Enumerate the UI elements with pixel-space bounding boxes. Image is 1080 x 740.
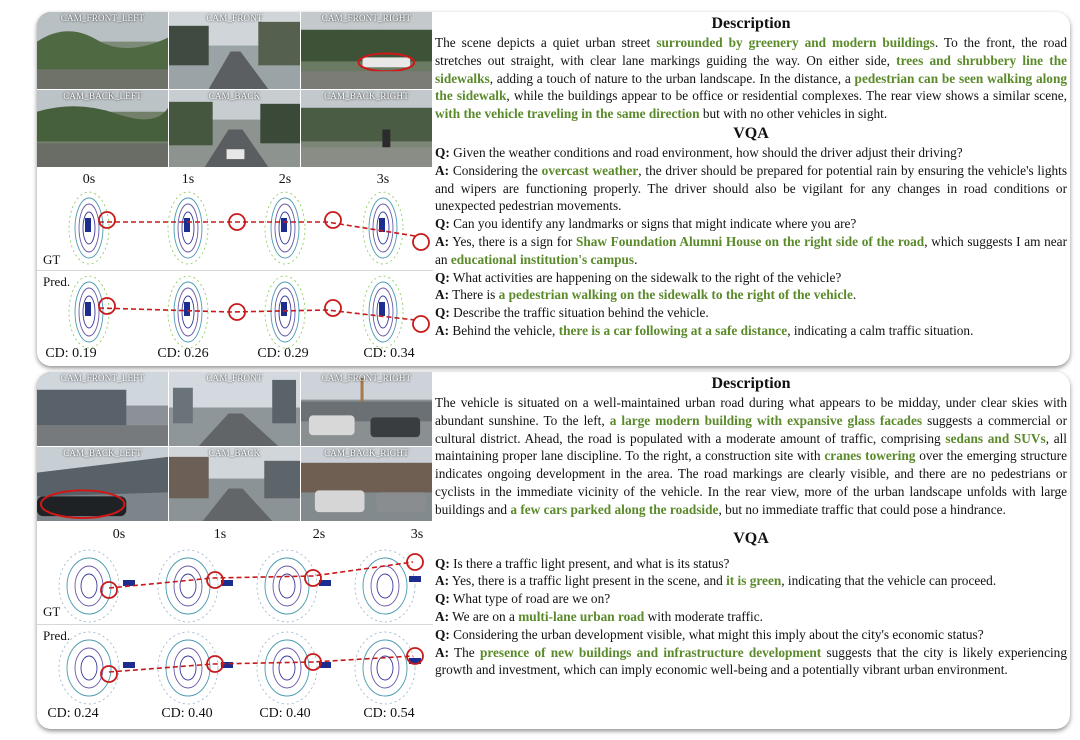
- camera-view-back: [169, 447, 301, 522]
- cd-score: CD: 0.26: [157, 346, 209, 361]
- text-segment: suggests that the city is likely experiencing growth and investment, which can imply economic well-being and a potentially vibrant urban environment.: [435, 644, 1067, 678]
- text-segment: , the driver should be prepared for potential rain by ensuring the vehicle's lights and wipers are functioning properly. The driver should also be vigilant for any changes in road conditions or unexpected pedestrian movements.: [435, 162, 1067, 214]
- highlighted-phrase: cranes towering: [824, 448, 916, 464]
- highlighted-phrase: pedestrian can be seen walking along the sidewalk: [435, 70, 1067, 104]
- text-segment: The vehicle is situated on a well-maintained urban road during what appears to be midday, under clear skies with abundant sunshine. To the left,: [435, 395, 1067, 428]
- text-segment: . To the front, the road stretches out straight, with clear lane markings guiding the way. On either side,: [435, 35, 1067, 68]
- description-heading: Description: [711, 15, 791, 32]
- qa-prefix: Q:: [435, 305, 450, 321]
- text-column: [435, 14, 1067, 366]
- highlighted-phrase: a few cars parked along the roadside: [510, 501, 719, 517]
- text-segment: , indicating that the vehicle can proceed.: [781, 573, 997, 589]
- gt-lidar-patterns: [59, 550, 415, 622]
- text-segment: Considering the urban development visible, what might this imply about the city's economic status?: [449, 626, 984, 642]
- text-segment: , while the buildings appear to be office or residential complexes. The rear view shows a similar scene,: [506, 88, 1067, 104]
- highlighted-phrase: educational institution's campus: [450, 251, 635, 267]
- example-panel-1: [37, 12, 1070, 366]
- gt-trajectory-line: [109, 562, 413, 588]
- camera-view-back-left: [37, 90, 169, 168]
- camera-view-back: [169, 90, 301, 168]
- camera-view-front: [169, 372, 301, 447]
- qa-prefix: Q:: [435, 269, 450, 285]
- vqa-answer: [435, 233, 1067, 269]
- time-label: 2s: [312, 527, 326, 542]
- time-label: 1s: [181, 172, 195, 187]
- vqa-list: [435, 555, 1067, 680]
- pred-trajectory-line: [109, 656, 413, 672]
- description-heading: Description: [711, 375, 791, 392]
- camera-grid: [37, 12, 433, 168]
- highlighted-phrase: with the vehicle traveling in the same direction: [435, 106, 700, 122]
- time-label: 3s: [410, 527, 424, 542]
- description-text: [435, 34, 1067, 123]
- highlighted-phrase: it is green: [726, 573, 782, 589]
- text-segment: Describe the traffic situation behind the vehicle.: [449, 305, 709, 321]
- highlighted-phrase: trees and shrubbery line the sidewalks: [435, 52, 1067, 86]
- time-label: 1s: [213, 527, 227, 542]
- vqa-heading: VQA: [733, 124, 769, 142]
- qa-prefix: A:: [435, 322, 450, 338]
- text-segment: , all maintaining proper lane discipline. To the right, a construction site with: [435, 430, 1067, 464]
- highlighted-phrase: multi-lane urban road: [518, 608, 645, 624]
- camera-label: CAM_BACK_LEFT: [63, 448, 142, 458]
- text-segment: What activities are happening on the sidewalk to the right of the vehicle?: [449, 269, 842, 285]
- pred-target-circles: [101, 648, 423, 682]
- camera-view-back-right: [301, 447, 433, 522]
- gt-trajectory-plot: [37, 186, 433, 270]
- visual-column: [37, 372, 433, 729]
- camera-label: CAM_BACK_RIGHT: [324, 448, 409, 458]
- vqa-question: [435, 590, 1067, 608]
- text-segment: Given the weather conditions and road environment, how should the driver adjust their driving?: [449, 144, 963, 160]
- camera-label: CAM_FRONT_RIGHT: [321, 373, 412, 383]
- text-segment: Behind the vehicle,: [449, 322, 559, 338]
- highlighted-phrase: sedans and SUVs: [945, 430, 1046, 446]
- text-segment: with moderate traffic.: [644, 608, 763, 624]
- cd-score: CD: 0.29: [257, 346, 309, 361]
- text-segment: Yes, there is a sign for: [449, 233, 576, 249]
- text-segment: What type of road are we on?: [449, 591, 611, 607]
- camera-label: CAM_BACK_RIGHT: [324, 91, 409, 101]
- camera-label: CAM_FRONT_LEFT: [60, 13, 145, 23]
- vqa-answer: [435, 572, 1067, 590]
- visual-column: [37, 12, 433, 366]
- camera-view-front-right: [301, 372, 433, 447]
- highlighted-phrase: presence of new buildings and infrastructure development: [479, 644, 822, 660]
- cd-score: CD: 0.34: [363, 346, 415, 361]
- text-segment: .: [634, 251, 638, 267]
- text-segment: The scene depicts a quiet urban street: [435, 35, 657, 50]
- text-segment: over the emerging structure indicates ongoing development in the area. The road markings are clearly visible, and there are no pedestrians or cyclists in the immediate vicinity of the vehicle. In the rear view, more of the urban landscape unfolds with large buildings and: [435, 448, 1068, 517]
- camera-view-front-right: [301, 12, 433, 90]
- vqa-question: [435, 144, 1067, 162]
- time-label: 0s: [112, 527, 126, 542]
- time-label: 3s: [376, 172, 390, 187]
- cd-score: CD: 0.54: [363, 706, 415, 721]
- cd-score: CD: 0.40: [259, 706, 311, 721]
- camera-view-front: [169, 12, 301, 90]
- text-segment: .: [852, 287, 857, 303]
- text-segment: , adding a touch of nature to the urban landscape. In the distance, a: [489, 70, 855, 86]
- camera-label: CAM_FRONT: [206, 13, 263, 23]
- cd-score: CD: 0.24: [47, 706, 99, 721]
- row-divider: [37, 270, 433, 271]
- row-divider: [37, 624, 433, 625]
- qa-prefix: A:: [435, 573, 450, 589]
- qa-prefix: A:: [435, 233, 450, 249]
- qa-prefix: A:: [435, 608, 450, 624]
- gt-trajectory-line: [99, 222, 415, 236]
- text-segment: , which suggests I am near an: [435, 233, 1068, 267]
- text-segment: There is: [449, 287, 499, 303]
- vqa-list: [435, 144, 1067, 340]
- camera-view-front-left: [37, 372, 169, 447]
- vqa-answer: [435, 644, 1067, 680]
- vqa-heading: VQA: [733, 529, 769, 547]
- qa-prefix: A:: [435, 162, 450, 178]
- text-segment: Can you identify any landmarks or signs that might indicate where you are?: [449, 216, 857, 232]
- time-label: 0s: [82, 172, 96, 187]
- gt-trajectory-plot: [37, 540, 433, 626]
- highlighted-phrase: a pedestrian walking on the sidewalk to the right of the vehicle: [498, 287, 853, 303]
- text-segment: , but no immediate traffic that could pose a hindrance.: [718, 501, 1006, 517]
- gt-target-circles: [101, 554, 423, 598]
- time-label: 2s: [278, 172, 292, 187]
- camera-label: CAM_BACK_LEFT: [63, 91, 142, 101]
- vqa-question: [435, 269, 1067, 287]
- description-text: [435, 394, 1067, 519]
- text-segment: The: [449, 644, 480, 660]
- cd-score: CD: 0.40: [161, 706, 213, 721]
- vqa-question: [435, 215, 1067, 233]
- text-column: [435, 374, 1067, 729]
- qa-prefix: Q:: [435, 216, 450, 232]
- qa-prefix: Q:: [435, 144, 450, 160]
- qa-prefix: Q:: [435, 626, 450, 642]
- text-segment: Yes, there is a traffic light present in the scene, and: [449, 573, 727, 589]
- vqa-question: [435, 555, 1067, 573]
- pred-row-label: Pred.: [43, 628, 71, 643]
- qa-prefix: A:: [435, 287, 450, 303]
- highlighted-phrase: overcast weather: [541, 162, 639, 178]
- qa-prefix: A:: [435, 644, 450, 660]
- gt-row-label: GT: [43, 252, 61, 267]
- gt-lidar-patterns: [69, 192, 403, 264]
- camera-view-back-left: [37, 447, 169, 522]
- highlighted-phrase: there is a car following at a safe distance: [558, 322, 788, 338]
- gt-row-label: GT: [43, 604, 61, 619]
- highlighted-phrase: surrounded by greenery and modern buildings: [656, 35, 935, 50]
- example-panel-2: [37, 372, 1070, 729]
- vqa-answer: [435, 162, 1067, 215]
- vqa-answer: [435, 322, 1067, 340]
- pred-trajectory-line: [99, 308, 415, 320]
- text-segment: Considering the: [449, 162, 542, 178]
- camera-label: CAM_FRONT_RIGHT: [321, 13, 412, 23]
- camera-view-front-left: [37, 12, 169, 90]
- qa-prefix: Q:: [435, 591, 450, 607]
- pred-trajectory-plot: [37, 274, 433, 354]
- text-segment: We are on a: [449, 608, 519, 624]
- text-segment: , indicating a calm traffic situation.: [787, 322, 974, 338]
- highlighted-phrase: Shaw Foundation Alumni House on the right side of the road: [575, 233, 925, 249]
- camera-label: CAM_BACK: [208, 91, 261, 101]
- vqa-question: [435, 626, 1067, 644]
- qa-prefix: Q:: [435, 555, 450, 571]
- vqa-answer: [435, 286, 1067, 304]
- camera-label: CAM_BACK: [208, 448, 261, 458]
- pred-lidar-patterns: [59, 632, 415, 704]
- camera-view-back-right: [301, 90, 433, 168]
- vqa-question: [435, 304, 1067, 322]
- highlighted-phrase: a large modern building with expansive glass facades: [609, 412, 923, 428]
- text-segment: but with no other vehicles in sight.: [699, 106, 888, 122]
- camera-grid: [37, 372, 433, 522]
- vqa-answer: [435, 608, 1067, 626]
- camera-label: CAM_FRONT: [206, 373, 263, 383]
- text-segment: Is there a traffic light present, and what is its status?: [449, 555, 730, 571]
- camera-label: CAM_FRONT_LEFT: [60, 373, 145, 383]
- pred-trajectory-plot: [37, 626, 433, 708]
- text-segment: suggests a commercial or cultural district. Ahead, the road is populated with a moderate amount of traffic, comprising: [435, 412, 1067, 446]
- cd-score: CD: 0.19: [45, 346, 97, 361]
- pred-row-label: Pred.: [43, 274, 71, 289]
